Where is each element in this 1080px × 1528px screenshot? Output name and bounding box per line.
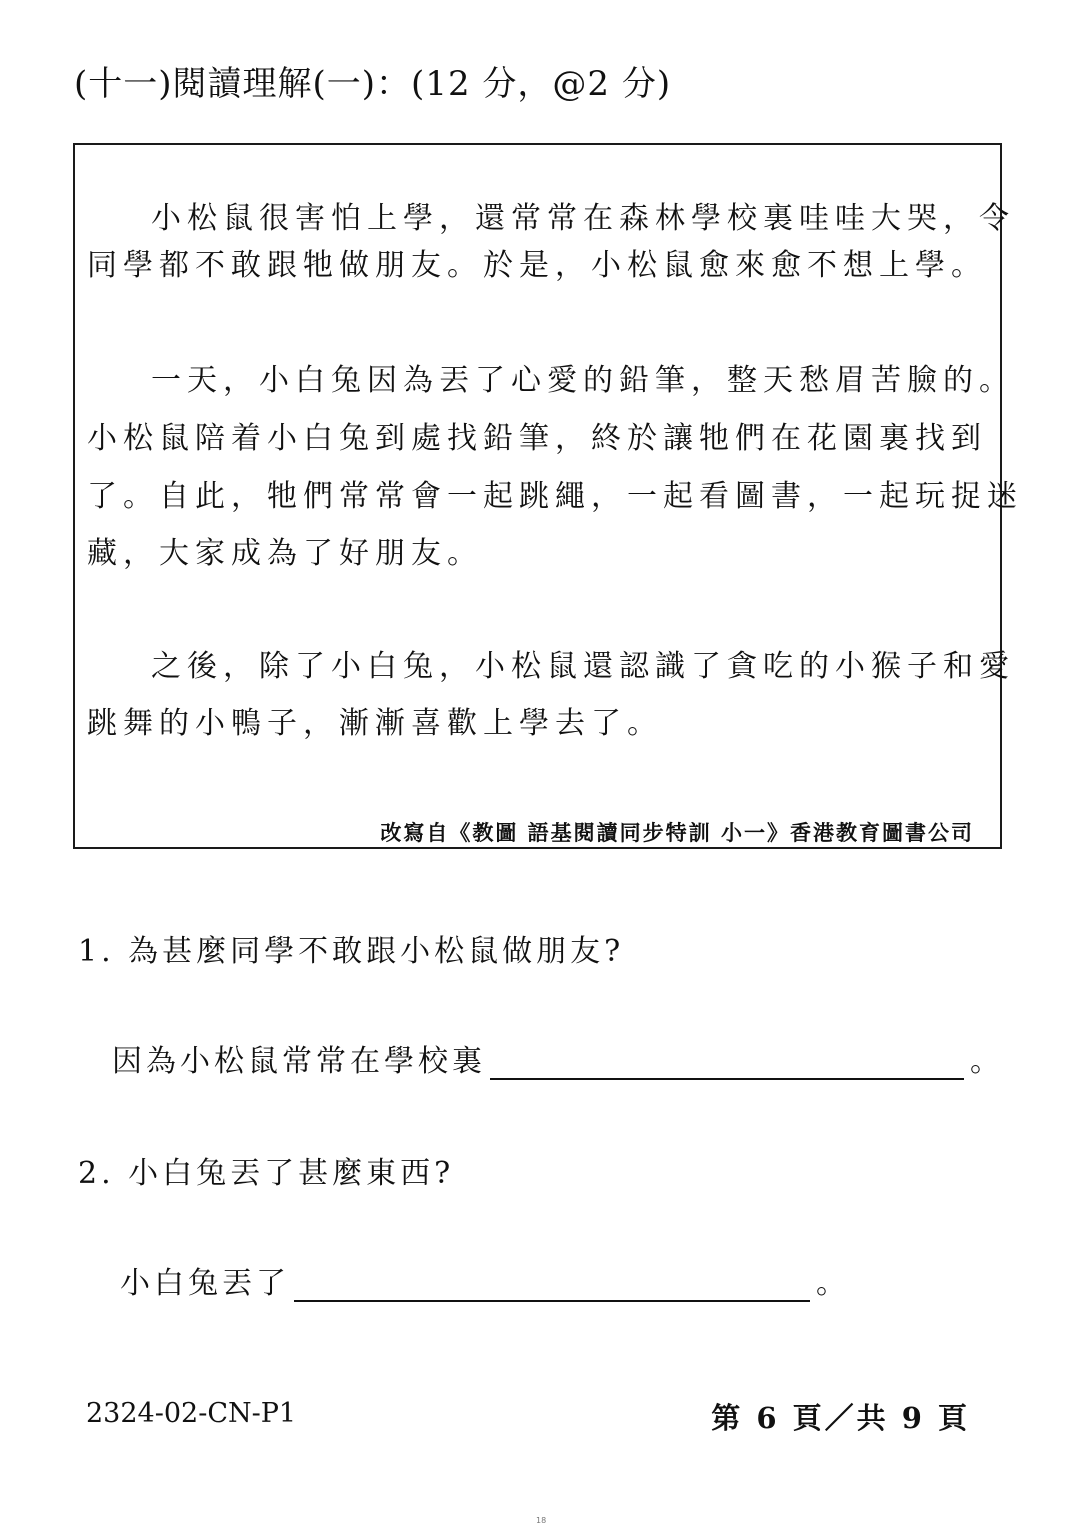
passage-line: 小松鼠很害怕上學，還常常在森林學校裏哇哇大哭，令 — [151, 201, 1015, 236]
answer-row-1 — [112, 1036, 1004, 1080]
answer-suffix: 。 — [816, 1266, 850, 1301]
section-title: (十一)閱讀理解(一)：(12 分，@2 分) — [74, 64, 672, 104]
answer-blank-2[interactable] — [294, 1266, 810, 1302]
paper-code: 2324-02-CN-P1 — [86, 1398, 297, 1429]
answer-prefix: 小白兔丟了 — [120, 1266, 290, 1301]
passage-line: 了。自此，牠們常常會一起跳繩，一起看圖書，一起玩捉迷 — [87, 479, 1023, 514]
answer-prefix: 因為小松鼠常常在學校裏 — [112, 1044, 486, 1079]
page-number: 第 6 頁／共 9 頁 — [711, 1401, 970, 1435]
answer-suffix: 。 — [970, 1044, 1004, 1079]
passage-line: 之後，除了小白兔，小松鼠還認識了貪吃的小猴子和愛 — [151, 649, 1015, 684]
answer-row-2 — [120, 1258, 850, 1302]
passage-line: 跳舞的小鴨子，漸漸喜歡上學去了。 — [87, 706, 663, 741]
question-2: 2. 小白兔丟了甚麼東西? — [78, 1156, 455, 1191]
reading-passage-box — [73, 143, 1023, 849]
passage-line: 同學都不敢跟牠做朋友。於是，小松鼠愈來愈不想上學。 — [87, 248, 987, 283]
answer-blank-1[interactable] — [490, 1044, 964, 1080]
passage-line: 一天，小白兔因為丟了心愛的鉛筆，整天愁眉苦臉的。 — [151, 363, 1015, 398]
passage-line: 小松鼠陪着小白兔到處找鉛筆，終於讓牠們在花園裏找到 — [87, 421, 987, 456]
scan-page-number: 18 — [536, 1516, 547, 1525]
passage-source: 改寫自《教圖 語基閱讀同步特訓 小一》香港教育圖書公司 — [380, 821, 974, 845]
question-1: 1. 為甚麼同學不敢跟小松鼠做朋友? — [78, 934, 625, 969]
passage-line: 藏，大家成為了好朋友。 — [87, 536, 483, 571]
